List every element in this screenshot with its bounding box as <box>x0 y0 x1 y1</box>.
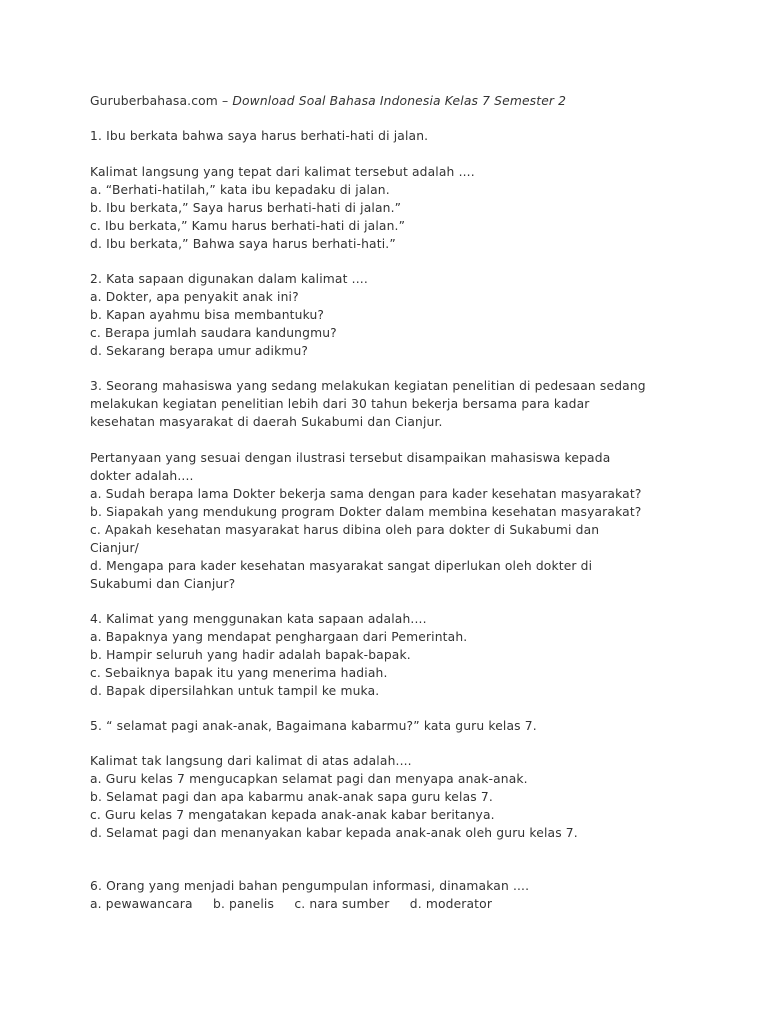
question-4-option-d: d. Bapak dipersilahkan untuk tampil ke muka. <box>90 684 380 698</box>
question-3-prompt-line-1: Pertanyaan yang sesuai dengan ilustrasi tersebut disampaikan mahasiswa kepada <box>90 451 611 465</box>
question-1-option-d: d. Ibu berkata,” Bahwa saya harus berhati-hati.” <box>90 237 396 251</box>
question-4-stem: 4. Kalimat yang menggunakan kata sapaan adalah.... <box>90 612 427 626</box>
question-1-option-b: b. Ibu berkata,” Saya harus berhati-hati di jalan.” <box>90 201 402 215</box>
question-6-options: a. pewawancara b. panelis c. nara sumber d. moderator <box>90 897 493 911</box>
question-6-stem: 6. Orang yang menjadi bahan pengumpulan informasi, dinamakan .... <box>90 879 530 893</box>
question-2-stem: 2. Kata sapaan digunakan dalam kalimat .... <box>90 272 368 286</box>
document-header <box>90 93 566 110</box>
question-5-option-d: d. Selamat pagi dan menanyakan kabar kepada anak-anak oleh guru kelas 7. <box>90 826 578 840</box>
question-5-prompt: Kalimat tak langsung dari kalimat di atas adalah.... <box>90 754 412 768</box>
question-5-option-b: b. Selamat pagi dan apa kabarmu anak-anak sapa guru kelas 7. <box>90 790 493 804</box>
question-5-option-c: c. Guru kelas 7 mengatakan kepada anak-anak kabar beritanya. <box>90 808 495 822</box>
question-3-option-b: b. Siapakah yang mendukung program Dokter dalam membina kesehatan masyarakat? <box>90 505 642 519</box>
question-3-option-d-line-1: d. Mengapa para kader kesehatan masyarakat sangat diperlukan oleh dokter di <box>90 559 593 573</box>
question-3-option-c-line-2: Cianjur/ <box>90 541 139 555</box>
question-5-option-a: a. Guru kelas 7 mengucapkan selamat pagi dan menyapa anak-anak. <box>90 772 528 786</box>
question-3-stem-line-1: 3. Seorang mahasiswa yang sedang melakukan kegiatan penelitian di pedesaan sedang <box>90 379 646 393</box>
question-2-option-a: a. Dokter, apa penyakit anak ini? <box>90 290 299 304</box>
question-1-prompt: Kalimat langsung yang tepat dari kalimat tersebut adalah .... <box>90 165 475 179</box>
header-separator: – <box>217 94 233 108</box>
header-title: Download Soal Bahasa Indonesia Kelas 7 Semester 2 <box>232 94 567 108</box>
question-3-stem-line-2: melakukan kegiatan penelitian lebih dari 30 tahun bekerja bersama para kadar <box>90 397 590 411</box>
question-2-option-d: d. Sekarang berapa umur adikmu? <box>90 344 309 358</box>
question-4-option-a: a. Bapaknya yang mendapat penghargaan dari Pemerintah. <box>90 630 468 644</box>
question-2-option-c: c. Berapa jumlah saudara kandungmu? <box>90 326 337 340</box>
question-3-option-c-line-1: c. Apakah kesehatan masyarakat harus dibina oleh para dokter di Sukabumi dan <box>90 523 600 537</box>
header-site: Guruberbahasa.com <box>90 94 218 108</box>
question-1-option-c: c. Ibu berkata,” Kamu harus berhati-hati di jalan.” <box>90 219 406 233</box>
question-5-stem: 5. “ selamat pagi anak-anak, Bagaimana kabarmu?” kata guru kelas 7. <box>90 719 537 733</box>
question-3-option-d-line-2: Sukabumi dan Cianjur? <box>90 577 236 591</box>
question-3-stem-line-3: kesehatan masyarakat di daerah Sukabumi dan Cianjur. <box>90 415 443 429</box>
question-4-option-c: c. Sebaiknya bapak itu yang menerima hadiah. <box>90 666 388 680</box>
question-1-stem: 1. Ibu berkata bahwa saya harus berhati-hati di jalan. <box>90 129 429 143</box>
question-3-prompt-line-2: dokter adalah.... <box>90 469 194 483</box>
question-3-option-a: a. Sudah berapa lama Dokter bekerja sama dengan para kader kesehatan masyarakat? <box>90 487 642 501</box>
question-2-option-b: b. Kapan ayahmu bisa membantuku? <box>90 308 325 322</box>
question-4-option-b: b. Hampir seluruh yang hadir adalah bapak-bapak. <box>90 648 411 662</box>
question-1-option-a: a. “Berhati-hatilah,” kata ibu kepadaku di jalan. <box>90 183 390 197</box>
